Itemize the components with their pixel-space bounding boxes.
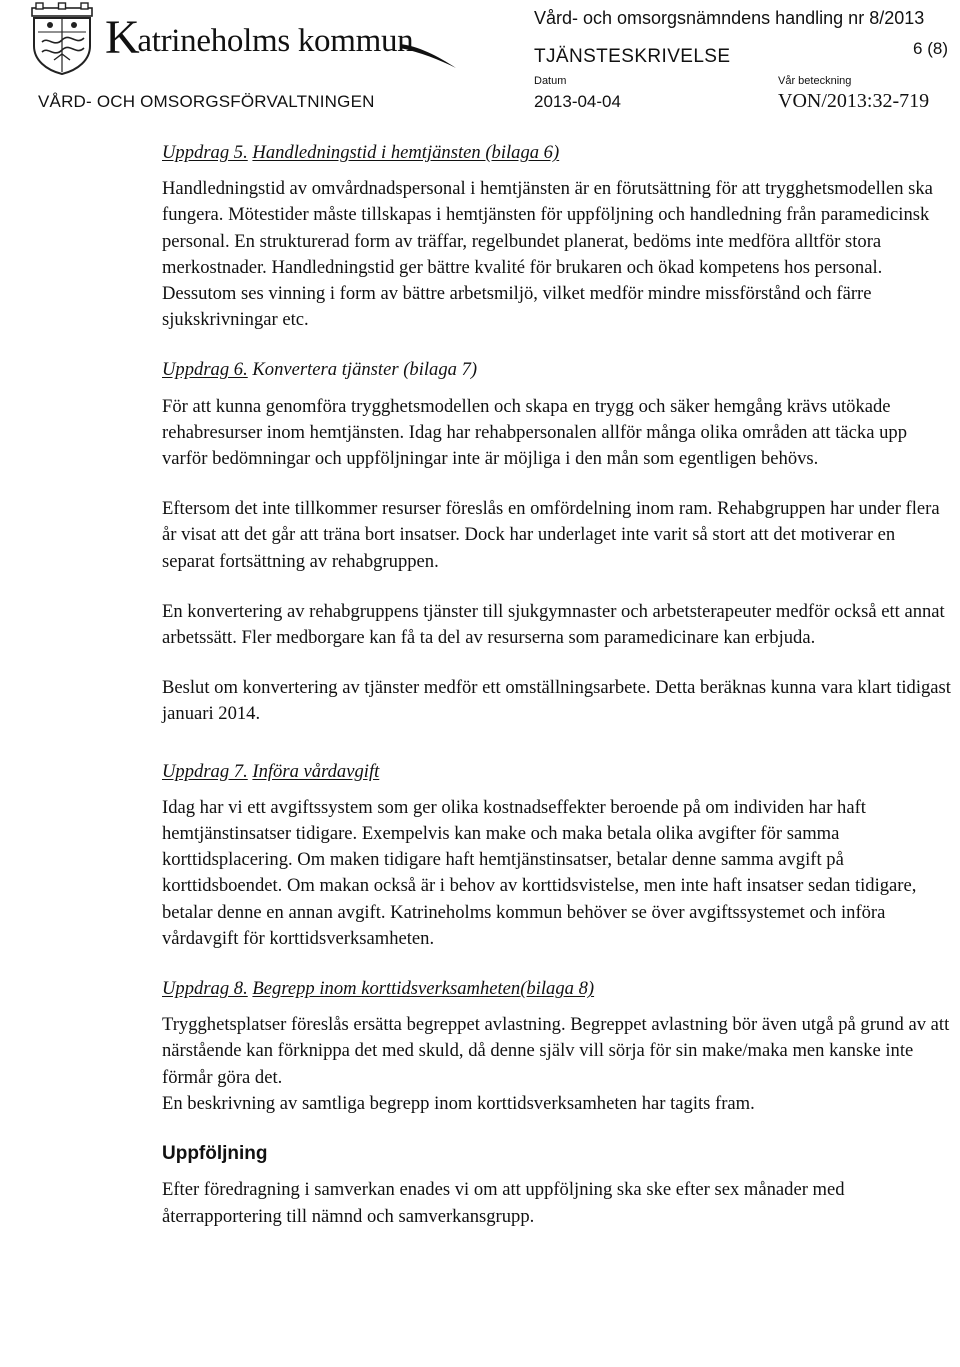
- heading-title: Konvertera tjänster (bilaga 7): [252, 359, 478, 381]
- paragraph: Trygghetsplatser föreslås ersätta begreppet avlastning. Begreppet avlastning bör även utgå på grund av att närstående kan förknippa det med skuld, då denne själv vill sörja för sin make/maka men kanske inte förmår göra det.: [162, 1014, 950, 1088]
- reference-label: Vår beteckning: [778, 75, 852, 87]
- section-heading-uppdrag-5: [162, 140, 952, 166]
- heading-lead: Uppdrag 5.: [162, 142, 248, 163]
- paragraph: Idag har vi ett avgiftssystem som ger olika kostnadseffekter beroende på om individen har haft hemtjänstinsatser tidigare. Exempelvis kan make och maka betala olika avgifter för samma korttidsplacering. Om maken tidigare haft hemtjänstinsatser, betalar denne samma avgift på korttidsboendet. Om makan också är i behov av korttidsvistelse, men inte haft insatser sedan tidigare, betalar denne en annan avgift. Katrineholms kommun behöver se över avgiftssystemet och införa vårdavgift för korttidsverksamheten.: [162, 796, 917, 949]
- heading-title: Handledningstid i hemtjänsten (bilaga 6): [252, 142, 560, 163]
- department-name: VÅRD- OCH OMSORGSFÖRVALTNINGEN: [38, 92, 375, 111]
- heading-title: Begrepp inom korttidsverksamheten(bilaga 8): [252, 978, 595, 1000]
- document-type: TJÄNSTESKRIVELSE: [534, 46, 731, 67]
- paragraph: Beslut om konvertering av tjänster medför ett omställningsarbete. Detta beräknas kunna vara klart tidigast januari 2014.: [162, 677, 951, 725]
- logo-swoosh-icon: [398, 38, 458, 70]
- paragraph: En konvertering av rehabgruppens tjänster till sjukgymnaster och arbetsterapeuter medför också ett annat arbetssätt. Fler medborgare kan få ta del av resurserna som paramedicinare kan erbjuda.: [162, 600, 945, 649]
- paragraph: Eftersom det inte tillkommer resurser föreslås en omfördelning inom ram. Rehabgruppen har under flera år visat att det går att träna bort insatser. Dock har underlaget inte varit så stort att det motiverar en separat fortsättning av rehabgruppen.: [162, 498, 940, 572]
- document-body: [162, 140, 952, 1230]
- section-heading-uppdrag-8: [162, 976, 952, 1002]
- followup-heading: Uppföljning: [162, 1143, 268, 1165]
- section-heading-uppdrag-7: [162, 759, 952, 785]
- heading-lead: Uppdrag 7.: [162, 760, 248, 782]
- municipal-crest-logo: [28, 2, 96, 76]
- logo-rest: atrineholms kommun: [137, 23, 414, 59]
- section-heading-uppdrag-6: [162, 357, 952, 383]
- heading-lead: Uppdrag 6.: [162, 359, 248, 381]
- followup-text: Efter föredragning i samverkan enades vi om att uppföljning ska ske efter sex månader med återrapportering till nämnd och samverkansgrupp.: [162, 1179, 845, 1227]
- paragraph: För att kunna genomföra trygghetsmodellen och skapa en trygg och säker hemgång krävs utökade rehabresurser inom hemtjänsten. Idag har rehabpersonalen allför många olika områden att täcka upp varför bedömningar och uppföljningar inte är möjliga i den mån som egentligen behövs.: [162, 395, 908, 470]
- municipality-logo-wordmark: [105, 11, 414, 64]
- logo-initial: K: [105, 11, 140, 64]
- heading-lead: Uppdrag 8.: [162, 978, 248, 1000]
- page-number: 6 (8): [913, 39, 948, 58]
- paragraph: Handledningstid av omvårdnadspersonal i hemtjänsten är en förutsättning för att trygghetsmodellen ska fungera. Mötestider måste tillskapas i hemtjänsten för uppföljning och handledning från paramedicinsk personal. En strukturerad form av träffar, regelbundet planerat, bedöms inte medföra alltför stora merkostnader. Handledningstid ger bättre kvalité för brukaren och ökad kompetens hos personal. Dessutom ses vinning i form av bättre arbetsmiljö, vilket medför mindre missförstånd och färre sjukskrivningar etc.: [162, 178, 933, 331]
- date-value: 2013-04-04: [534, 92, 621, 111]
- reference-value: VON/2013:32-719: [778, 90, 930, 112]
- document-title: Vård- och omsorgsnämndens handling nr 8/2013: [534, 8, 925, 28]
- date-label: Datum: [534, 75, 567, 87]
- paragraph: En beskrivning av samtliga begrepp inom korttidsverksamheten har tagits fram.: [162, 1092, 755, 1114]
- heading-title: Införa vårdavgift: [252, 760, 380, 782]
